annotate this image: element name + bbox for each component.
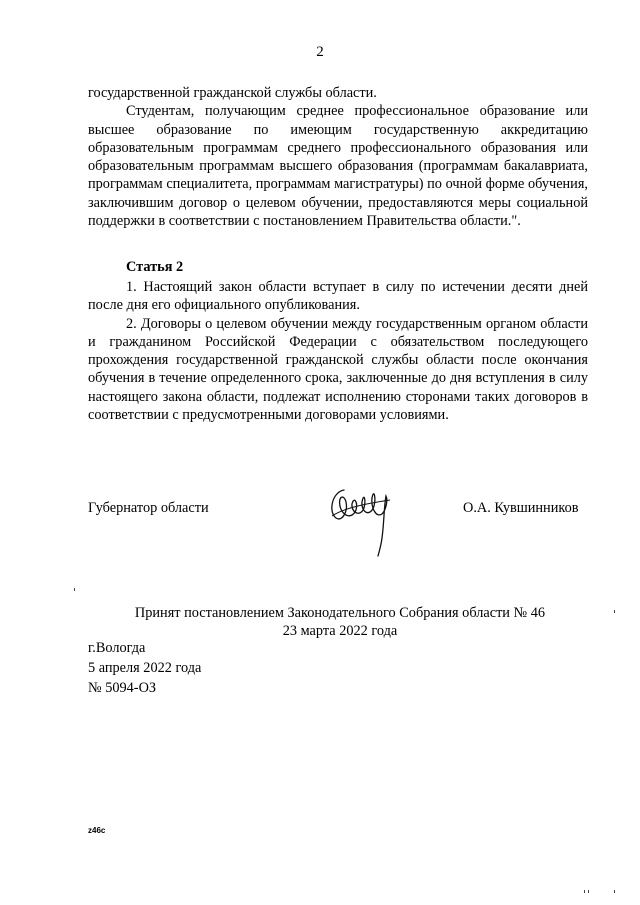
scan-mark — [614, 610, 615, 613]
document-meta — [88, 638, 201, 698]
body-text — [88, 84, 588, 230]
scan-mark — [584, 890, 585, 893]
signatory-name: О.А. Кувшинников — [463, 500, 579, 516]
adoption-line-1: Принят постановлением Законодательного Собрания области № 46 — [134, 605, 546, 621]
article-text — [88, 278, 588, 424]
document-code: z46c — [88, 826, 106, 835]
article-item-1: 1. Настоящий закон области вступает в силу по истечении десяти дней после дня его официального опубликования. — [88, 279, 588, 314]
body-paragraph-1: государственной гражданской службы области. — [88, 85, 377, 101]
handwritten-signature-icon — [324, 478, 414, 558]
article-heading: Статья 2 — [126, 259, 184, 275]
meta-city: г.Вологда — [88, 640, 146, 656]
adoption-line-2: 23 марта 2022 года — [282, 623, 398, 640]
meta-number: № 5094-ОЗ — [88, 680, 157, 696]
article-item-2: 2. Договоры о целевом обучении между государственным органом области и гражданином Российской Федерации с обязательством последующего прохождения государственной гражданской службы области после окончания обучения в течение определенного срока, заключенные до дня вступления в силу настоящего закона области, подлежат исполнению сторонами таких договоров в соответствии с предусмотренными договорами условиями. — [88, 315, 588, 424]
adoption-note — [0, 604, 640, 641]
scan-mark — [74, 588, 75, 591]
meta-date: 5 апреля 2022 года — [88, 660, 202, 676]
scan-mark — [614, 890, 615, 893]
body-paragraph-2: Студентам, получающим среднее профессиональное образование или высшее образование по имеющим государственную аккредитацию образовательным программам среднего профессионального образования или образовательным программам высшего образования (программам бакалавриата, программам специалитета, программам магистратуры) по очной форме обучения, заключившим договор о целевом обучении, предоставляются меры социальной поддержки в соответствии с постановлением Правительства области.". — [88, 103, 588, 230]
page-number: 2 — [316, 44, 324, 60]
scan-mark — [588, 890, 589, 893]
signatory-title: Губернатор области — [88, 500, 209, 516]
